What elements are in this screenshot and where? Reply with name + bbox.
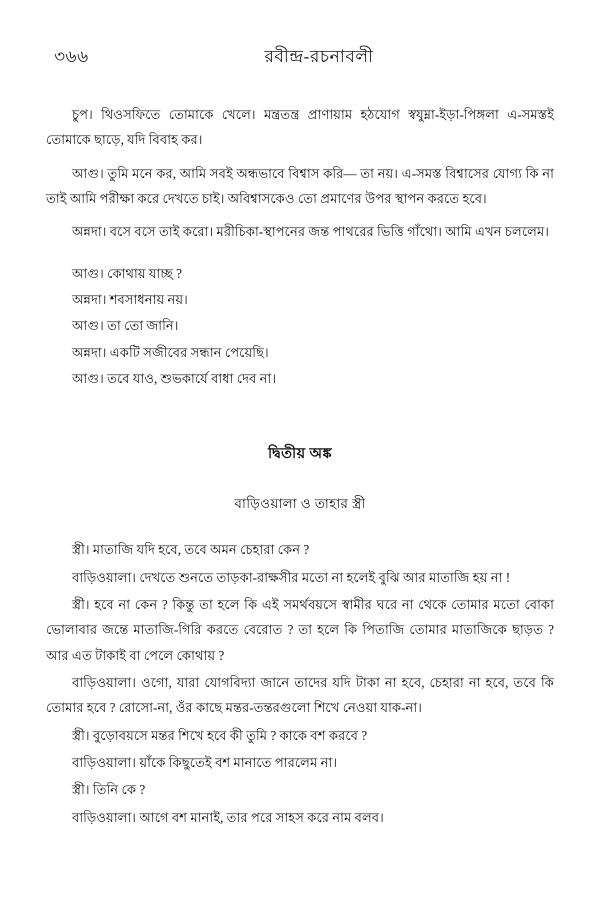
paragraph: আগু। তুমি মনে কর, আমি সবই অন্ধভাবে বিশ্বাস করি— তা নয়। এ-সমস্ত বিশ্বাসের যোগ্য কি না তাই আমি পরীক্ষা করে দেখতে চাই। অবিশ্বাসকেও তো প্রমাণের উপর স্থাপন করতে হবে। xyxy=(46,165,554,207)
dialogue-line: স্ত্রী। হবে না কেন ? কিন্তু তা হলে কি এই সমর্থবয়সে স্বামীর ঘরে না থেকে তোমার মতো বোকা ভোলাবার জন্তে মাতাজি-গিরি করতে বেরোত ? তা হলে কি পিতাজি তোমার মাতাজিকে ছাড়ত ? আর এত টাকাই বা পেলে কোথায় ? xyxy=(46,597,554,663)
page-header xyxy=(46,44,554,72)
dialogue-line: অন্নদা। শবসাধনায় নয়। xyxy=(72,292,188,308)
page-body xyxy=(46,102,554,830)
dialogue-line: স্ত্রী। বুড়োবয়সে মন্তর শিখে হবে কী তুমি ? কাকে বশ করবে ? xyxy=(72,727,368,743)
act-title: দ্বিতীয় অঙ্ক xyxy=(268,446,332,463)
spacer xyxy=(46,153,554,161)
page-number: ৩৬৬ xyxy=(54,47,89,66)
spacer xyxy=(46,391,554,441)
dialogue-line: বাড়িওয়ালা। আগে বশ মানাই, তার পরে সাহস করে নাম বলব। xyxy=(72,809,384,825)
dialogue-line: স্ত্রী। মাতাজি যদি হবে, তবে অমন চেহারা কেন ? xyxy=(72,542,310,558)
dialogue-line: আগু। তবে যাও, শুভকার্যে বাধা দেব না। xyxy=(72,371,277,387)
paragraph: চুপ। থিওসফিতে তোমাকে খেলে। মন্ত্রতন্ত্র প্রাণায়াম হঠযোগ স্বযুম্না-ইড়া-পিঙ্গলা এ-সমস্তই তোমাকে ছাড়ে, যদি বিবাহ কর। xyxy=(46,107,554,148)
book-title: রবীন্দ্র-রচনাবলী xyxy=(264,47,374,66)
dialogue-line: অন্নদা। একটি সজীবের সন্ধান পেয়েছি। xyxy=(72,344,269,360)
dialogue-line: বাড়িওয়ালা। য়াঁকে কিছুতেই বশ মানাতে পারলেম না। xyxy=(72,755,338,771)
spacer xyxy=(46,245,554,261)
dialogue-line: আগু। তা তো জানি। xyxy=(72,318,179,334)
dialogue-line: বাড়িওয়ালা। ওগো, যারা যোগবিদ্যা জানে তাদের যদি টাকা না হবে, চেহারা না হবে, তবে কি তোমার হবে ? রোসো-না, ওঁর কাছে মন্তর-তন্তরগুলো শিখে নেওয়া যাক-না। xyxy=(46,675,554,716)
spacer xyxy=(46,517,554,537)
scene-title: বাড়িওয়ালা ও তাহার স্ত্রী xyxy=(234,496,366,512)
paragraph: অন্নদা। বসে বসে তাই করো। মরীচিকা-স্থাপনের জন্ত পাথরের ভিত্তি গাঁথো। আমি এখন চললেম। xyxy=(72,224,549,240)
dialogue-line: স্ত্রী। তিনি কে ? xyxy=(72,782,146,798)
dialogue-line: আগু। কোথায় যাচ্ছ ? xyxy=(72,265,182,281)
dialogue-line: বাড়িওয়ালা। দেখতে শুনতে তাড়কা-রাক্ষসীর মতো না হলেই বুঝি আর মাতাজি হয় না ! xyxy=(72,569,511,585)
spacer xyxy=(46,211,554,219)
